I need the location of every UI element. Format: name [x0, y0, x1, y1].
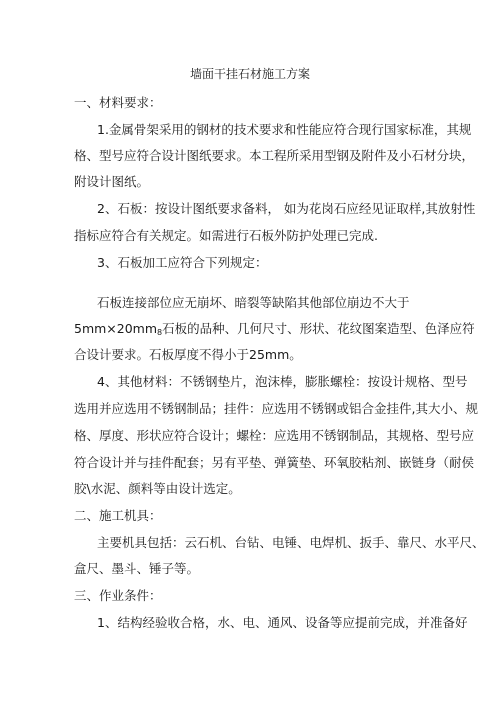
paragraph-line: [74, 321, 475, 339]
paragraph-line: 3、石板加工应符合下列规定：: [97, 255, 268, 270]
paragraph-text: 石板的品种、几何尺寸、形状、花纹图案造型、色泽应符: [162, 321, 475, 336]
document-title: 墙面干挂石材施工方案: [189, 67, 310, 81]
paragraph-line: 2、石板：按设计图纸要求备料， 如为花岗石应经见证取样,其放射性: [97, 201, 476, 216]
section-heading-materials: 一、材料要求：: [74, 95, 162, 110]
paragraph-line: 4、其他材料：不锈钢垫片，泡沫棒，膨胀螺栓：按设计规格、型号: [97, 374, 468, 389]
paragraph-line: 格、厚度、形状应符合设计；螺栓：应选用不锈钢制品，其规格、型号应: [74, 428, 475, 443]
paragraph-line: 选用并应选用不锈钢制品；挂件：应选用不锈钢或铝合金挂件,其大小、规: [74, 401, 478, 416]
paragraph-line: 1、结构经验收合格，水、电、通风、设备等应提前完成，并准备好: [97, 615, 468, 630]
dimension-text: 5mm×20mm: [74, 321, 158, 336]
section-heading-tools: 二、施工机具：: [74, 508, 162, 523]
paragraph-line: 符合设计并与挂件配套；另有平垫、弹簧垫、环氧胶粘剂、嵌链身（耐侯: [74, 455, 475, 470]
paragraph-line: 附设计图纸。: [74, 174, 150, 189]
paragraph-line: 合设计要求。石板厚度不得小于25mm。: [74, 347, 302, 362]
paragraph-line: 指标应符合有关规定。如需进行石板外防护处理已完成.: [74, 228, 378, 243]
paragraph-line: 格、型号应符合设计图纸要求。本工程所采用型钢及附件及小石材分块，: [74, 148, 475, 163]
paragraph-line: 盒尺、墨斗、锤子等。: [74, 561, 200, 576]
paragraph-line: 1.金属骨架采用的钢材的技术要求和性能应符合现行国家标准，其规: [97, 122, 472, 137]
subscript-mark: 8: [157, 328, 163, 337]
paragraph-line: 主要机具包括：云石机、台钻、电锤、电焊机、扳手、靠尺、水平尺、: [97, 535, 485, 550]
section-heading-conditions: 三、作业条件：: [74, 588, 162, 603]
paragraph-line: 石板连接部位应无崩坏、暗裂等缺陷其他部位崩边不大于: [97, 295, 410, 310]
paragraph-line: 胶\水泥、颜料等由设计选定。: [74, 481, 241, 496]
